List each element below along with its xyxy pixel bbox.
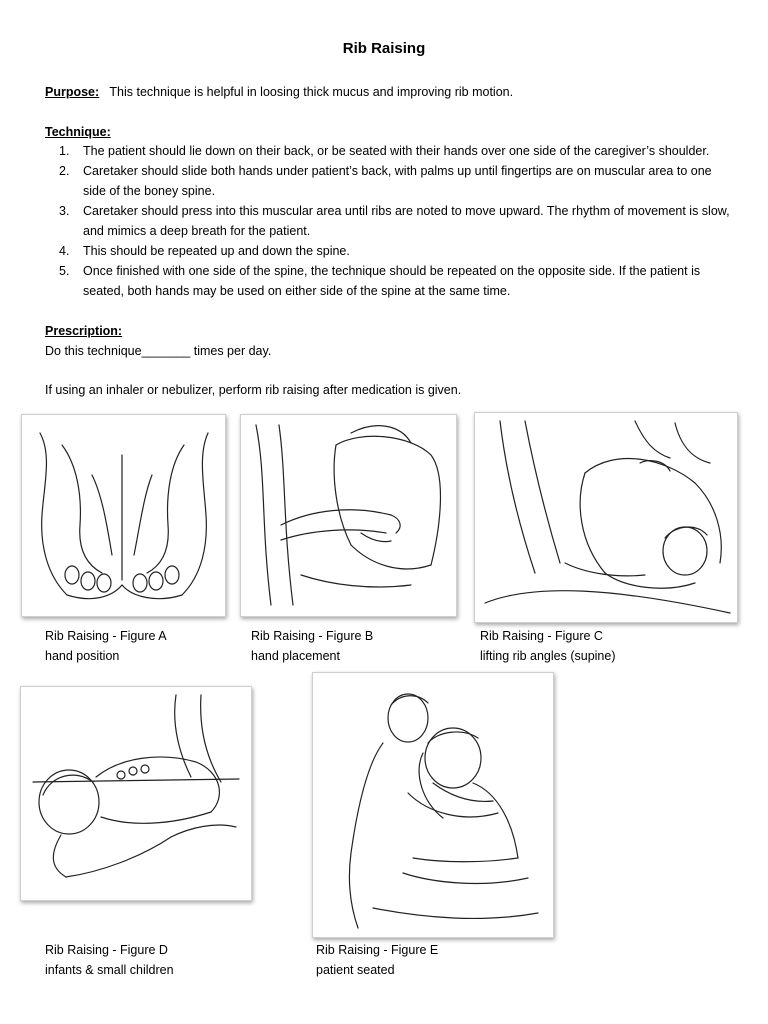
figure-a-illustration bbox=[21, 414, 226, 617]
step-text: The patient should lie down on their back, or be seated with their hands over one side of the caregiver’s shoulder. bbox=[83, 144, 710, 158]
caption-subtitle: patient seated bbox=[316, 963, 395, 977]
figure-c-illustration bbox=[474, 412, 738, 623]
purpose-label: Purpose: bbox=[45, 85, 100, 99]
list-item bbox=[45, 141, 735, 161]
figure-b-illustration bbox=[240, 414, 457, 617]
technique-label: Technique: bbox=[45, 125, 111, 139]
figure-e-caption bbox=[316, 940, 438, 980]
step-number: 1. bbox=[59, 144, 70, 158]
step-number: 2. bbox=[59, 164, 70, 178]
step-text: This should be repeated up and down the spine. bbox=[83, 244, 350, 258]
technique-steps bbox=[45, 141, 735, 301]
list-item bbox=[45, 241, 735, 261]
prescription-heading bbox=[45, 321, 735, 341]
caption-subtitle: lifting rib angles (supine) bbox=[480, 649, 616, 663]
medication-note: If using an inhaler or nebulizer, perform rib raising after medication is given. bbox=[45, 383, 462, 397]
step-number: 3. bbox=[59, 204, 70, 218]
step-text: Caretaker should slide both hands under patient’s back, with palms up until fingertips are on muscular area to one side of the boney spine. bbox=[83, 164, 712, 198]
list-item bbox=[45, 161, 735, 201]
caption-title: Rib Raising - Figure C bbox=[480, 629, 603, 643]
step-text: Once finished with one side of the spine, the technique should be repeated on the opposite side. If the patient is seated, both hands may be used on either side of the spine at the same time. bbox=[83, 264, 701, 298]
figure-d-caption bbox=[45, 940, 174, 980]
purpose-section bbox=[45, 82, 735, 102]
purpose-text: This technique is helpful in loosing thick mucus and improving rib motion. bbox=[109, 85, 514, 99]
list-item bbox=[45, 261, 735, 301]
figure-e-illustration bbox=[312, 672, 554, 938]
caption-title: Rib Raising - Figure D bbox=[45, 943, 168, 957]
page-title: Rib Raising bbox=[342, 40, 426, 57]
figure-c-caption bbox=[480, 626, 616, 666]
caption-title: Rib Raising - Figure E bbox=[316, 943, 439, 957]
prescription-label: Prescription: bbox=[45, 324, 123, 338]
step-number: 4. bbox=[59, 244, 70, 258]
hands-cupped-icon bbox=[22, 415, 225, 616]
supine-patient-icon bbox=[475, 413, 737, 622]
caption-subtitle: hand position bbox=[45, 649, 120, 663]
step-text: Caretaker should press into this muscular area until ribs are noted to move upward. The rhythm of movement is slow, and mimics a deep breath for the patient. bbox=[83, 204, 730, 238]
technique-heading bbox=[45, 122, 735, 142]
seated-patient-icon bbox=[313, 673, 553, 937]
caption-subtitle: infants & small children bbox=[45, 963, 174, 977]
figure-b-caption bbox=[251, 626, 373, 666]
infant-patient-icon bbox=[21, 687, 251, 900]
caption-title: Rib Raising - Figure A bbox=[45, 629, 167, 643]
list-item bbox=[45, 201, 735, 241]
hand-placement-icon bbox=[241, 415, 456, 616]
caption-title: Rib Raising - Figure B bbox=[251, 629, 374, 643]
step-number: 5. bbox=[59, 264, 70, 278]
caption-subtitle: hand placement bbox=[251, 649, 340, 663]
figure-d-illustration bbox=[20, 686, 252, 901]
figure-a-caption bbox=[45, 626, 167, 666]
prescription-text: Do this technique_______ times per day. bbox=[45, 344, 272, 358]
